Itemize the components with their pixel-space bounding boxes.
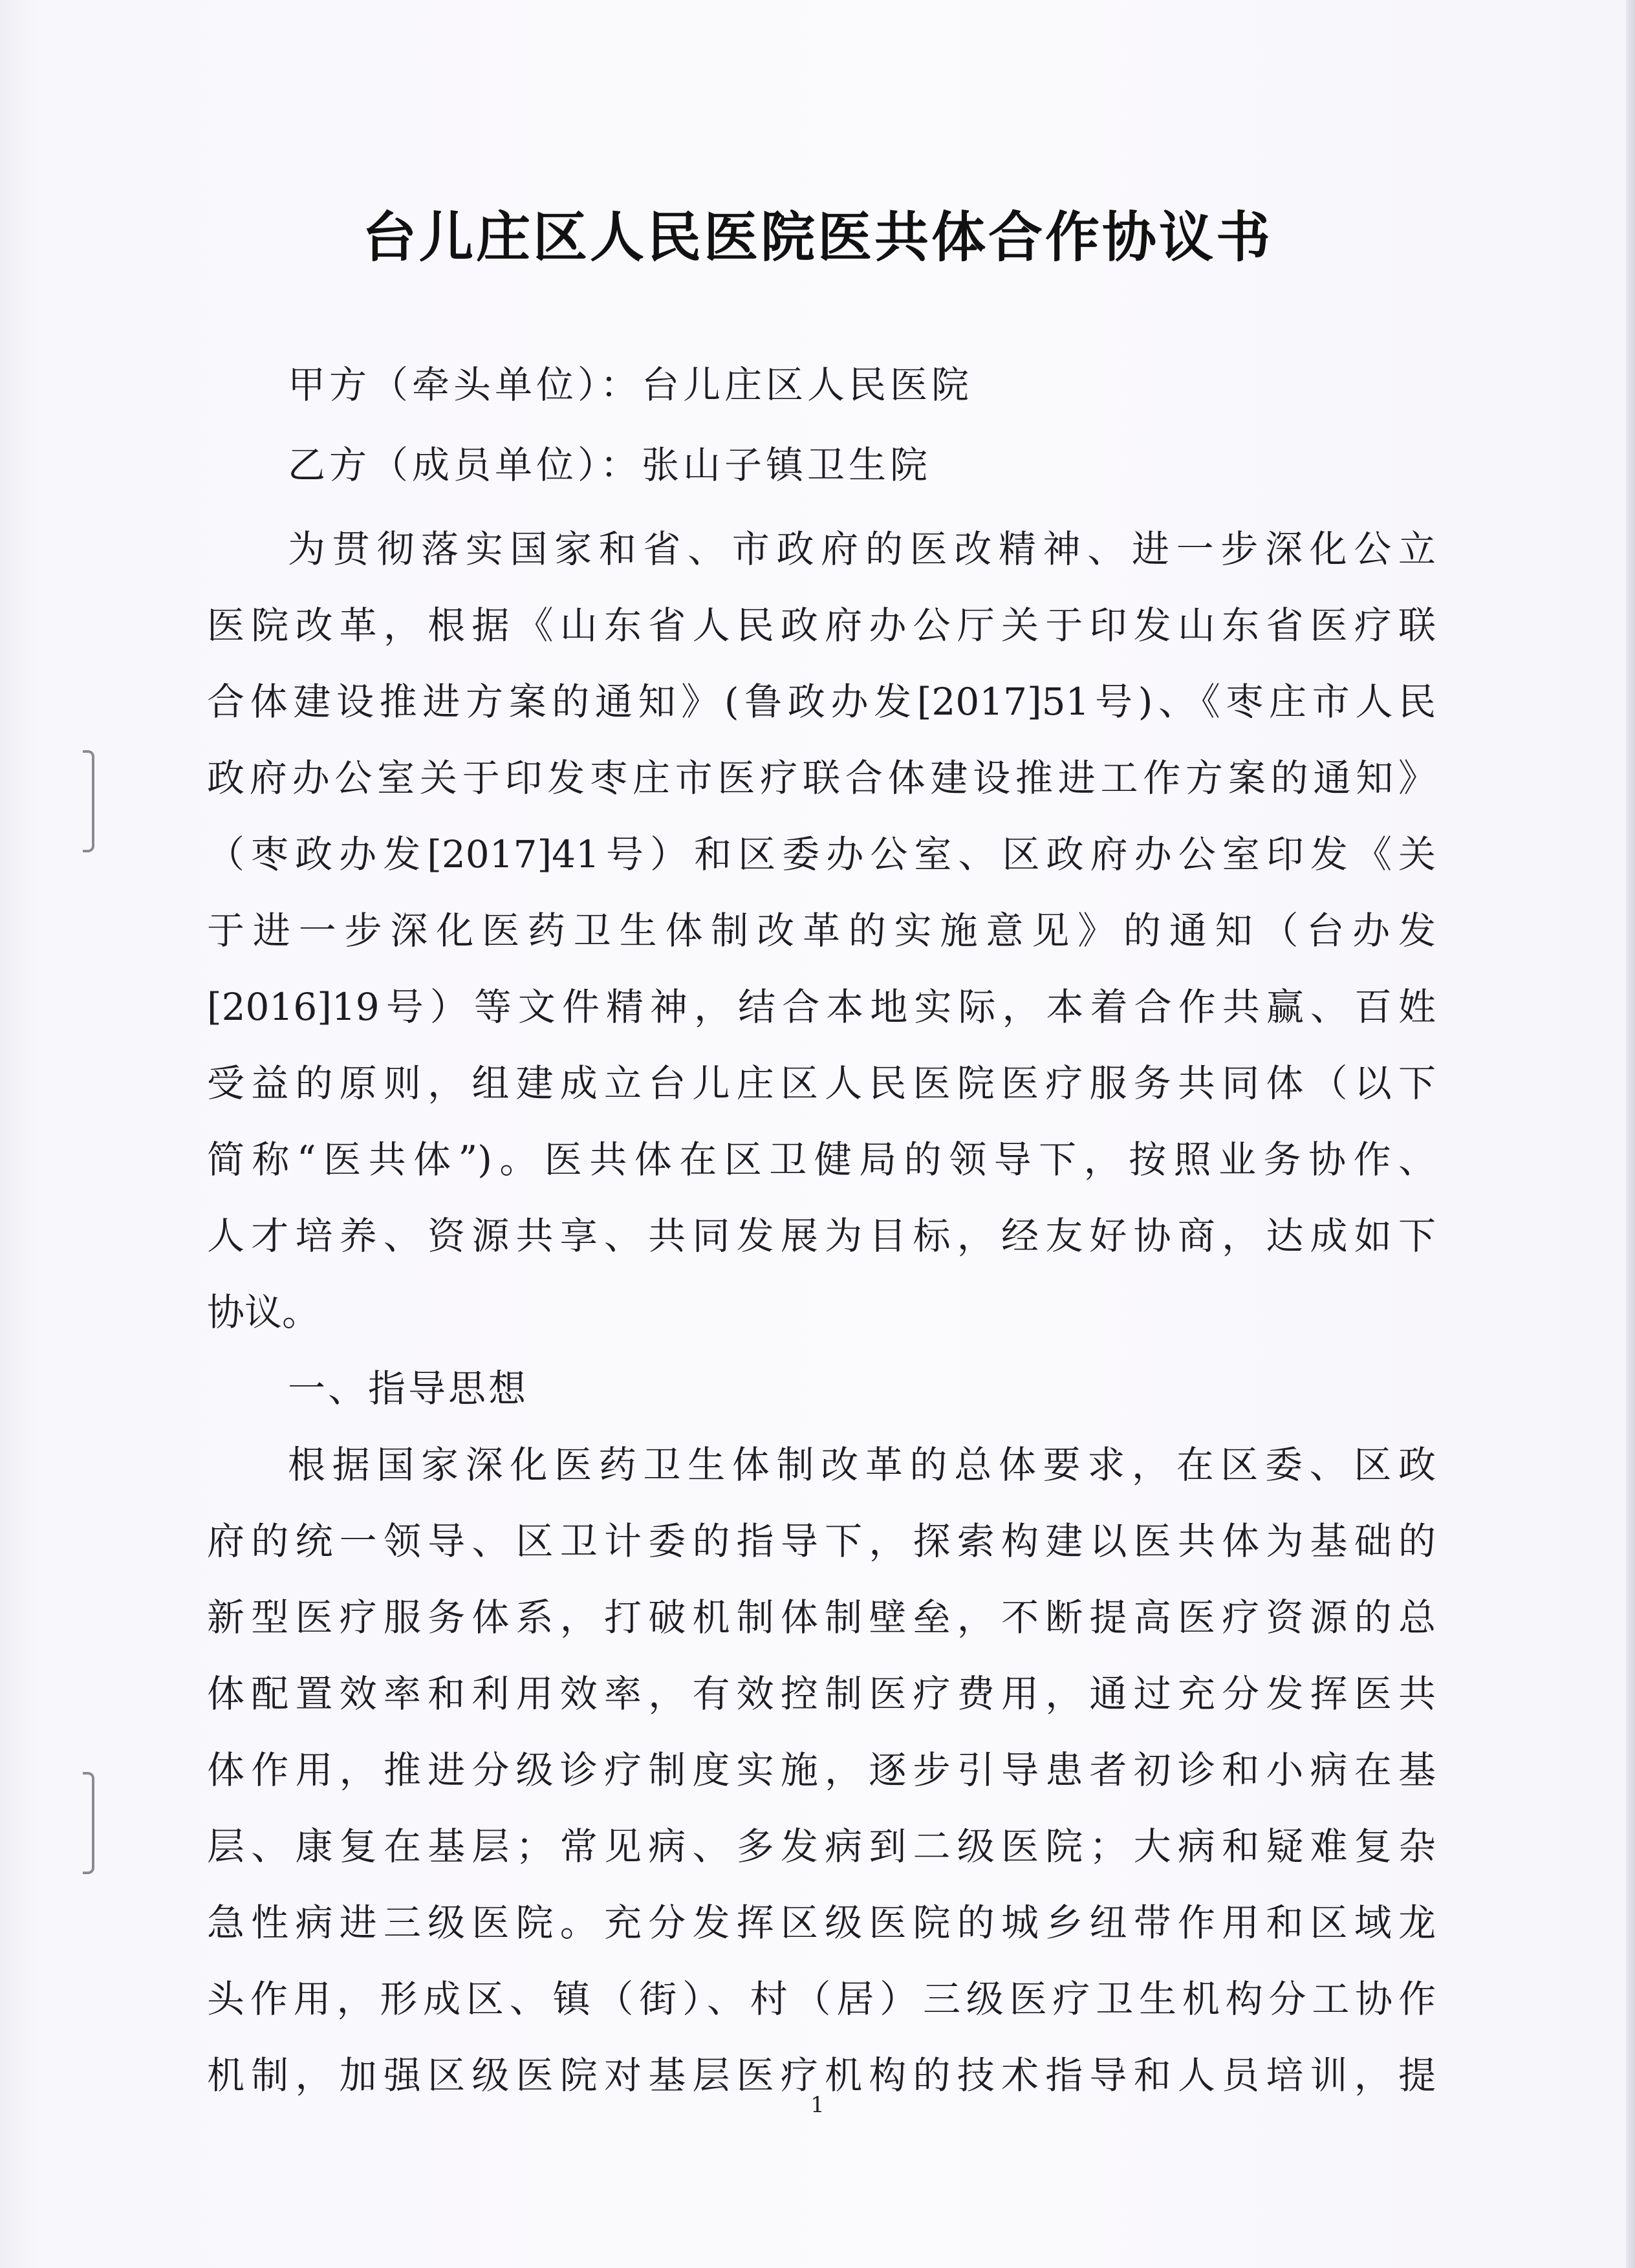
text-line: 受益的原则，组建成立台儿庄区人民医院医疗服务共同体（以下 — [207, 1061, 1436, 1105]
text-line: 于进一步深化医药卫生体制改革的实施意见》的通知（台办发 — [207, 909, 1436, 953]
text-line: 协议。 — [207, 1290, 320, 1334]
staple — [83, 1772, 94, 1874]
text-line: 体配置效率和利用效率，有效控制医疗费用，通过充分发挥医共 — [207, 1672, 1436, 1716]
text-line: 医院改革，根据《山东省人民政府办公厅关于印发山东省医疗联 — [207, 603, 1436, 647]
text-line — [207, 2113, 1436, 2190]
text-line: 体作用，推进分级诊疗制度实施，逐步引导患者初诊和小病在基 — [207, 1748, 1436, 1792]
staple — [83, 750, 94, 852]
document-title: 台儿庄区人民医院医共体合作协议书 — [362, 206, 1273, 269]
page-number: 1 — [810, 2092, 825, 2118]
document-body — [207, 511, 1436, 2190]
text-line: （枣政办发[2017]41号）和区委办公室、区政府办公室印发《关 — [207, 832, 1436, 876]
text-line: 新型医疗服务体系，打破机制体制壁垒，不断提高医疗资源的总 — [207, 1595, 1436, 1639]
text-line: 机制，加强区级医院对基层医疗机构的技术指导和人员培训，提 — [207, 2053, 1436, 2097]
text-line: 层、康复在基层；常见病、多发病到二级医院；大病和疑难复杂 — [207, 1824, 1436, 1868]
text-line: 合体建设推进方案的通知》(鲁政办发[2017]51号)、《枣庄市人民 — [207, 680, 1436, 724]
party-b: 乙方（成员单位）：张山子镇卫生院 — [288, 443, 932, 487]
text-line: 根据国家深化医药卫生体制改革的总体要求，在区委、区政 — [288, 1443, 1436, 1487]
text-line: 政府办公室关于印发枣庄市医疗联合体建设推进工作方案的通知》 — [207, 756, 1436, 800]
text-line: [2016]19号）等文件精神，结合本地实际，本着合作共赢、百姓 — [207, 985, 1436, 1029]
text-line: 为贯彻落实国家和省、市政府的医改精神、进一步深化公立 — [288, 527, 1436, 571]
party-a: 甲方（牵头单位）：台儿庄区人民医院 — [288, 363, 973, 407]
section-heading: 一、指导思想 — [288, 1366, 529, 1410]
page-edge — [1626, 0, 1635, 2268]
text-line: 人才培养、资源共享、共同发展为目标，经友好协商，达成如下 — [207, 1214, 1436, 1258]
text-line: 急性病进三级医院。充分发挥区级医院的城乡纽带作用和区域龙 — [207, 1901, 1436, 1945]
text-line: 简称“医共体”)。医共体在区卫健局的领导下，按照业务协作、 — [207, 1138, 1436, 1182]
text-line: 府的统一领导、区卫计委的指导下，探索构建以医共体为基础的 — [207, 1519, 1436, 1563]
text-line: 头作用，形成区、镇（街）、村（居）三级医疗卫生机构分工协作 — [207, 1977, 1436, 2021]
